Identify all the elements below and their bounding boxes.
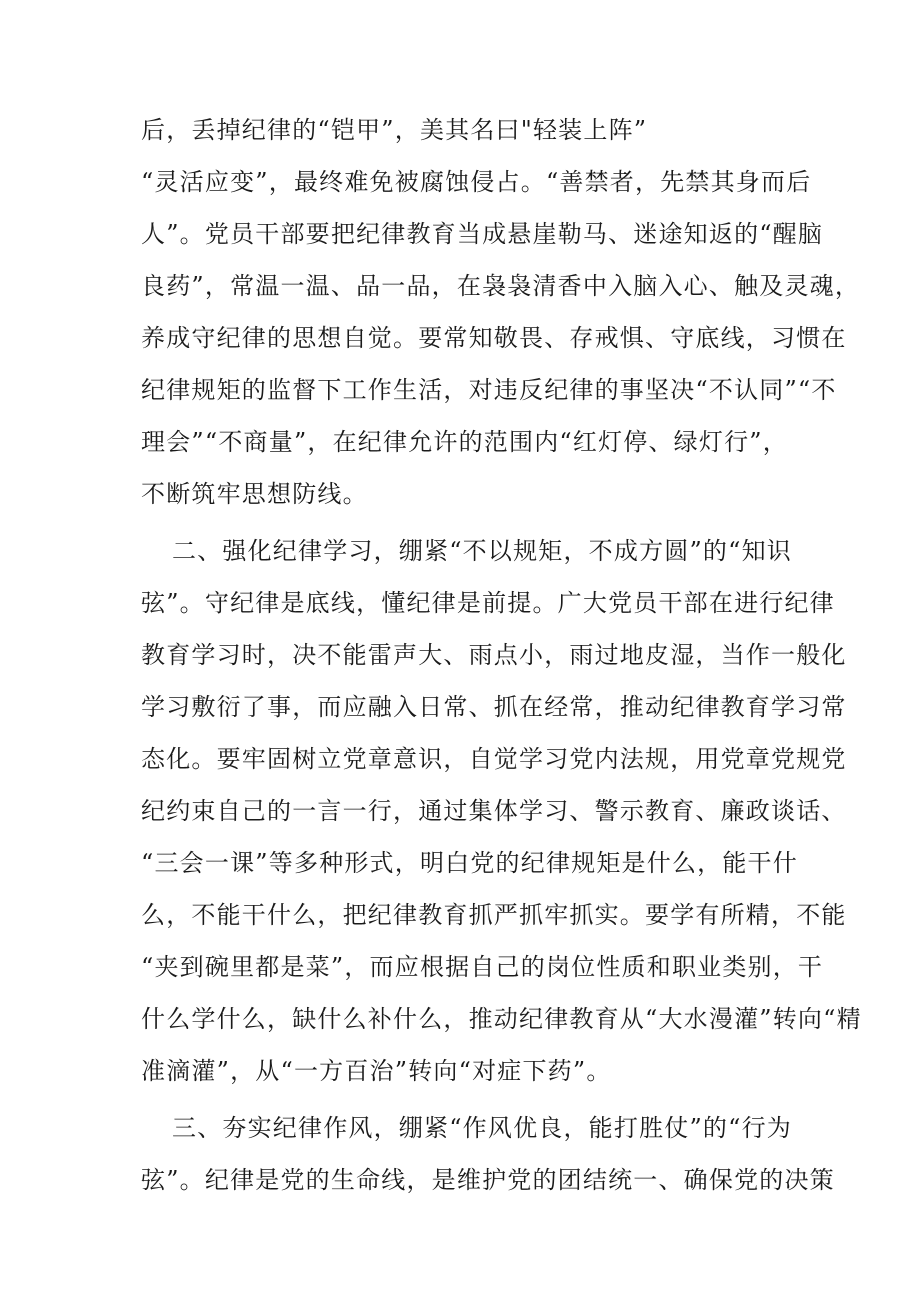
text-line-12: 学习敷衍了事，而应融入日常、抓在经常，推动纪律教育学习常 — [141, 693, 847, 721]
text-line-1: 后，丢掉纪律的“铠甲”，美其名曰"轻装上阵” — [141, 116, 648, 144]
text-line-15: “三会一课”等多种形式，明白党的纪律规矩是什么，能干什 — [141, 849, 798, 877]
text-line-21: 弦”。纪律是党的生命线，是维护党的团结统一、确保党的决策 — [141, 1166, 835, 1194]
text-line-4: 良药”，常温一温、品一品，在袅袅清香中入脑入心、触及灵魂， — [141, 272, 861, 300]
text-line-11: 教育学习时，决不能雷声大、雨点小，雨过地皮湿，当作一般化 — [141, 641, 847, 669]
text-line-16: 么，不能干什么，把纪律教育抓严抓牢抓实。要学有所精，不能 — [141, 901, 847, 929]
text-line-17: “夹到碗里都是菜”，而应根据自己的岗位性质和职业类别，干 — [141, 953, 824, 981]
text-line-7: 理会”“不商量”，在纪律允许的范围内“红灯停、绿灯行”， — [141, 428, 788, 456]
text-line-13: 态化。要牢固树立党章意识，自觉学习党内法规，用党章党规党 — [141, 745, 847, 773]
text-line-2: “灵活应变”，最终难免被腐蚀侵占。“善禁者，先禁其身而后 — [141, 168, 812, 196]
text-line-10: 弦”。守纪律是底线，懂纪律是前提。广大党员干部在进行纪律 — [141, 589, 835, 617]
text-line-3: 人”。党员干部要把纪律教育当成悬崖勒马、迷途知返的“醒脑 — [141, 220, 824, 248]
text-line-19: 准滴灌”，从“一方百治”转向“对症下药”。 — [141, 1057, 612, 1085]
section-heading-2: 二、强化纪律学习，绷紧“不以规矩，不成方圆”的“知识 — [172, 537, 793, 565]
text-line-5: 养成守纪律的思想自觉。要常知敬畏、存戒惧、守底线，习惯在 — [141, 324, 847, 352]
section-heading-3: 三、夯实纪律作风，绷紧“作风优良，能打胜仗”的“行为 — [172, 1114, 793, 1142]
text-line-8: 不断筑牢思想防线。 — [141, 480, 368, 508]
text-line-18: 什么学什么，缺什么补什么，推动纪律教育从“大水漫灌”转向“精 — [141, 1005, 862, 1033]
text-line-6: 纪律规矩的监督下工作生活，对违反纪律的事坚决“不认同”“不 — [141, 376, 837, 404]
text-line-14: 纪约束自己的一言一行，通过集体学习、警示教育、廉政谈话、 — [141, 797, 847, 825]
